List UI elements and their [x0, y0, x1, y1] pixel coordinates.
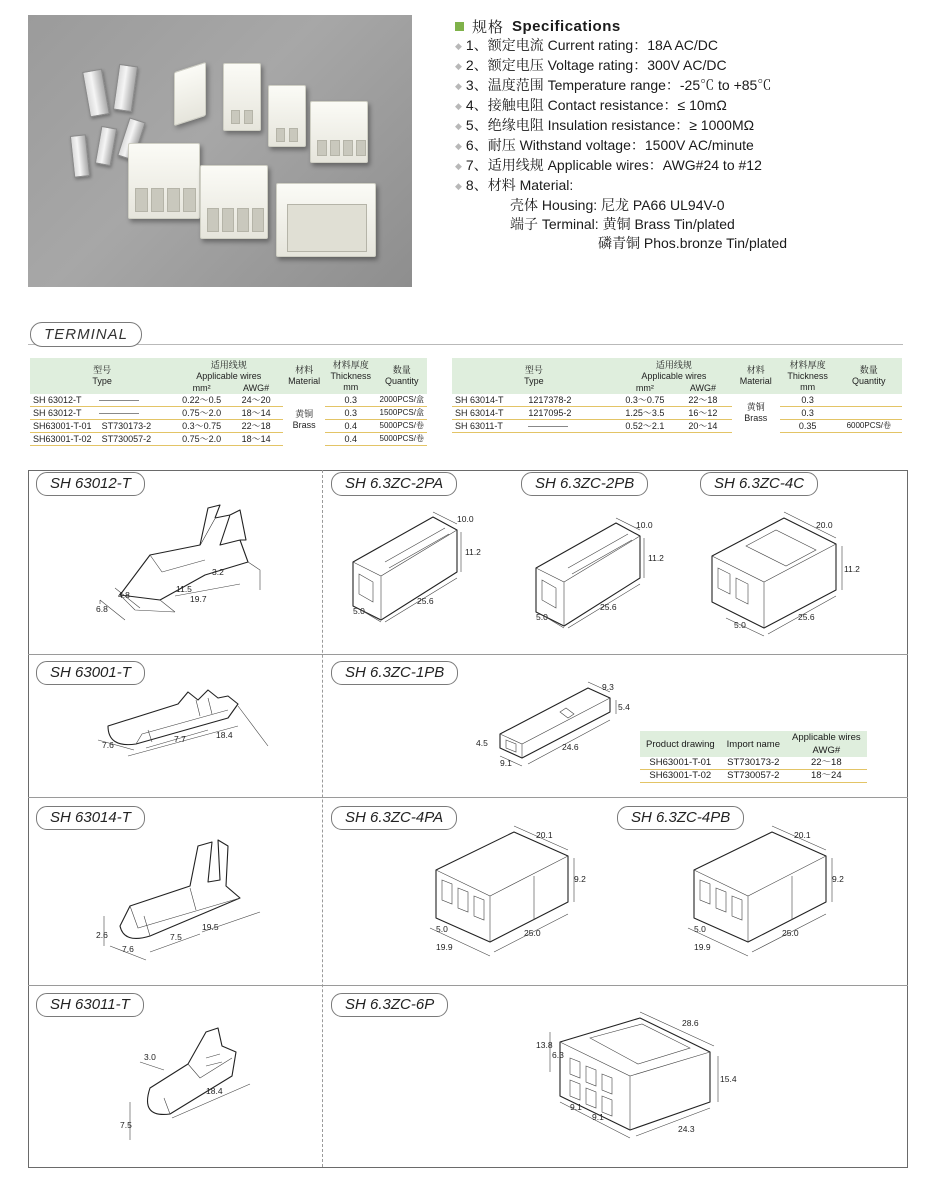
- spec-item-withstand: ◆ 6、耐压 Withstand voltage：1500V AC/minute: [455, 137, 754, 153]
- housing-photo-6p: [276, 183, 376, 257]
- th-type: 型号 Type: [30, 358, 174, 394]
- dim-text: 24.6: [562, 742, 579, 752]
- terminal-table-left: [30, 358, 427, 446]
- table-row: SH 63014-T 1217378-2 0.3～0.75 22～18 黄铜 Brass 0.3: [452, 394, 902, 407]
- label-sh63011: SH 63011-T: [36, 993, 144, 1017]
- terminal-table-right: [452, 358, 902, 433]
- drawing-zc1pb: [470, 678, 640, 778]
- terminal-photo-3: [70, 134, 90, 177]
- dim-text: 5.0: [353, 606, 365, 616]
- housing-photo-4pb: [200, 165, 268, 239]
- dim-text: 9.2: [832, 874, 844, 884]
- dim-text: 15.4: [720, 1074, 737, 1084]
- dim-text: 25.0: [782, 928, 799, 938]
- dim-text: 11.2: [465, 547, 481, 557]
- label-sh63012: SH 63012-T: [36, 472, 145, 496]
- table-row: SH 63011-T 0.52～2.1 20～14 0.35 6000PCS/卷: [452, 420, 902, 433]
- th-thickness: 材料厚度 Thickness mm: [325, 358, 377, 394]
- th-quantity: 数量 Quantity: [836, 358, 902, 394]
- th-wires: 适用线规 Applicable wires: [174, 358, 283, 382]
- empty-dash: [528, 426, 568, 427]
- terminal-photo-2: [113, 64, 138, 112]
- label-zc4pb: SH 6.3ZC-4PB: [617, 806, 744, 830]
- label-zc4c: SH 6.3ZC-4C: [700, 472, 818, 496]
- dim-text: 10.0: [636, 520, 653, 530]
- dim-text: 20.0: [816, 520, 833, 530]
- housing-body: [500, 688, 610, 758]
- table-row: SH 63014-T 1217095-2 1.25～3.5 16～12 0.3: [452, 407, 902, 420]
- spec-item-current: ◆ 1、额定电流 Current rating：18A AC/DC: [455, 37, 719, 53]
- housing-body: [536, 523, 640, 626]
- dim-text: 25.6: [417, 596, 434, 606]
- dim-text: 7.6: [122, 944, 134, 954]
- spec-title-cn: 规格: [472, 18, 505, 36]
- table-row: SH63001-T-02 ST730057-2 18～24: [640, 770, 867, 783]
- row-divider: [28, 985, 908, 986]
- spec-item-temperature: ◆ 3、温度范围 Temperature range：-25℃ to +85℃: [455, 77, 772, 93]
- housing-photo-1pb: [174, 62, 206, 126]
- row-divider: [28, 654, 908, 655]
- spec-phos-bronze: 磷青铜 Phos.bronze Tin/plated: [598, 235, 788, 251]
- drawing-sh63011: [110, 1022, 280, 1152]
- housing-body: [353, 517, 457, 620]
- dim-text: 18.4: [206, 1086, 223, 1096]
- dim-text: 28.6: [682, 1018, 699, 1028]
- dim-text: 19.7: [190, 594, 207, 604]
- label-zc1pb: SH 6.3ZC-1PB: [331, 661, 458, 685]
- th-applicable-wires: Applicable wires: [786, 731, 867, 744]
- diamond-icon: ◆: [455, 181, 462, 191]
- dim-text: 7.7: [174, 734, 186, 744]
- table-row: SH63001-T-01 ST730173-2 0.3～0.75 22～18 0.4 5000PCS/卷: [30, 420, 427, 433]
- specifications-heading: [455, 16, 621, 36]
- dim-text: 4.8: [118, 590, 130, 600]
- column-divider: [322, 470, 323, 1167]
- label-sh63001: SH 63001-T: [36, 661, 145, 685]
- th-wires: 适用线规 Applicable wires: [616, 358, 732, 382]
- diamond-icon: ◆: [455, 61, 462, 71]
- dim-text: 25.6: [600, 602, 617, 612]
- terminal-body: [148, 1028, 237, 1114]
- terminal-body: [120, 840, 240, 938]
- housing-body: [436, 832, 568, 942]
- row-divider: [28, 797, 908, 798]
- dim-text: 25.0: [524, 928, 541, 938]
- dim-text: 7.6: [102, 740, 114, 750]
- material-brass-right: 黄铜 Brass: [744, 402, 768, 424]
- empty-dash: [99, 400, 139, 401]
- housing-photo-2pb: [268, 85, 306, 147]
- dim-text: 5.0: [694, 924, 706, 934]
- dim-text: 4.5: [476, 738, 488, 748]
- drawing-zc6p: [530, 1012, 750, 1154]
- material-brass-left: 黄铜 Brass: [292, 408, 316, 430]
- drawing-sh63001: [88, 686, 288, 786]
- dim-text: 5.0: [734, 620, 746, 630]
- th-awg: AWG#: [229, 382, 283, 394]
- green-square-icon: [455, 22, 464, 31]
- th-product-drawing: Product drawing: [640, 731, 721, 757]
- dim-text: 18.4: [216, 730, 233, 740]
- table-row: SH63001-T-01 ST730173-2 22～18: [640, 757, 867, 770]
- dim-text: 3.2: [212, 567, 224, 577]
- dim-text: 6.8: [96, 604, 108, 614]
- dim-text: 9.2: [574, 874, 586, 884]
- spec-item-voltage: ◆ 2、额定电压 Voltage rating：300V AC/DC: [455, 57, 727, 73]
- dim-text: 5.4: [618, 702, 630, 712]
- spec-terminal: 端子 Terminal: 黄铜 Brass Tin/plated: [510, 216, 735, 232]
- dim-text: 5.0: [536, 612, 548, 622]
- table-row: SH 63012-T 0.75～2.0 18～14 0.3 1500PCS/盒: [30, 407, 427, 420]
- crimp-wing: [230, 510, 246, 540]
- dim-text: 9.1: [592, 1112, 604, 1122]
- product-drawing-table: [640, 731, 867, 783]
- dim-text: 19.9: [436, 942, 453, 952]
- table-row: SH63001-T-02 ST730057-2 0.75～2.0 18～14 0.4 5000PCS/卷: [30, 433, 427, 446]
- product-photo: [28, 15, 412, 287]
- dim-text: 25.6: [798, 612, 815, 622]
- th-material: 材料 Material: [732, 358, 780, 394]
- label-zc2pa: SH 6.3ZC-2PA: [331, 472, 457, 496]
- th-thickness: 材料厚度 Thickness mm: [780, 358, 836, 394]
- dim-text: 7.5: [120, 1120, 132, 1130]
- section-divider: [28, 344, 903, 345]
- dim-text: 2.6: [96, 930, 108, 940]
- housing-photo-4c: [310, 101, 368, 163]
- diamond-icon: ◆: [455, 121, 462, 131]
- th-quantity: 数量 Quantity: [377, 358, 428, 394]
- dim-text: 13.8: [536, 1040, 553, 1050]
- label-zc2pb: SH 6.3ZC-2PB: [521, 472, 648, 496]
- dim-text: 3.0: [144, 1052, 156, 1062]
- dim-text: 5.0: [436, 924, 448, 934]
- th-awg: AWG#: [786, 744, 867, 757]
- spec-housing: 壳体 Housing: 尼龙 PA66 UL94V-0: [510, 197, 725, 213]
- diamond-icon: ◆: [455, 161, 462, 171]
- spec-item-insulation: ◆ 5、绝缘电阻 Insulation resistance：≥ 1000MΩ: [455, 117, 755, 133]
- drawing-zc2pa: [345, 502, 495, 632]
- th-mm2: mm²: [616, 382, 674, 394]
- dim-text: 19.9: [694, 942, 711, 952]
- th-mm2: mm²: [174, 382, 229, 394]
- housing-body: [694, 832, 826, 942]
- dim-text: 9.1: [500, 758, 512, 768]
- dim-text: 20.1: [794, 830, 811, 840]
- diamond-icon: ◆: [455, 101, 462, 111]
- spec-item-material: ◆ 8、材料 Material:: [455, 177, 574, 193]
- th-awg: AWG#: [674, 382, 732, 394]
- terminal-photo-4: [95, 126, 117, 166]
- spec-item-wires: ◆ 7、适用线规 Applicable wires：AWG#24 to #12: [455, 157, 762, 173]
- drawing-zc4pb: [676, 824, 856, 964]
- th-import-name: Import name: [721, 731, 786, 757]
- housing-photo-4pa: [128, 143, 200, 219]
- dim-text: 9.3: [602, 682, 614, 692]
- label-sh63014: SH 63014-T: [36, 806, 145, 830]
- dim-text: 20.1: [536, 830, 553, 840]
- dim-text: 7.5: [170, 932, 182, 942]
- housing-photo-2pa: [223, 63, 261, 131]
- terminal-section-label: TERMINAL: [30, 322, 142, 347]
- th-type: 型号 Type: [452, 358, 616, 394]
- spec-item-contact-resistance: ◆ 4、接触电阻 Contact resistance：≤ 10mΩ: [455, 97, 727, 113]
- dim-text: 11.2: [844, 564, 860, 574]
- housing-body: [560, 1018, 710, 1130]
- dim-text: 19.5: [202, 922, 219, 932]
- dim-text: 11.2: [648, 553, 664, 563]
- diamond-icon: ◆: [455, 81, 462, 91]
- dim-text: 10.0: [457, 514, 474, 524]
- dim-text: 24.3: [678, 1124, 695, 1134]
- drawing-zc4pa: [418, 824, 598, 964]
- table-row: SH 63012-T 0.22～0.5 24～20 黄铜 Brass 0.3 2000PCS/盒: [30, 394, 427, 407]
- drawing-zc2pb: [528, 508, 678, 638]
- drawing-zc4c: [706, 506, 876, 641]
- diamond-icon: ◆: [455, 141, 462, 151]
- housing-body: [712, 518, 836, 628]
- drawing-sh63014: [90, 836, 290, 976]
- label-zc4pa: SH 6.3ZC-4PA: [331, 806, 457, 830]
- spec-title-en: Specifications: [512, 17, 621, 35]
- diamond-icon: ◆: [455, 41, 462, 51]
- label-zc6p: SH 6.3ZC-6P: [331, 993, 448, 1017]
- th-material: 材料 Material: [283, 358, 325, 394]
- empty-dash: [99, 413, 139, 414]
- dim-text: 11.5: [176, 584, 192, 594]
- terminal-photo-1: [82, 69, 110, 118]
- drawing-sh63012: [80, 500, 290, 630]
- dim-text: 9.1: [570, 1102, 582, 1112]
- dim-text: 6.3: [552, 1050, 564, 1060]
